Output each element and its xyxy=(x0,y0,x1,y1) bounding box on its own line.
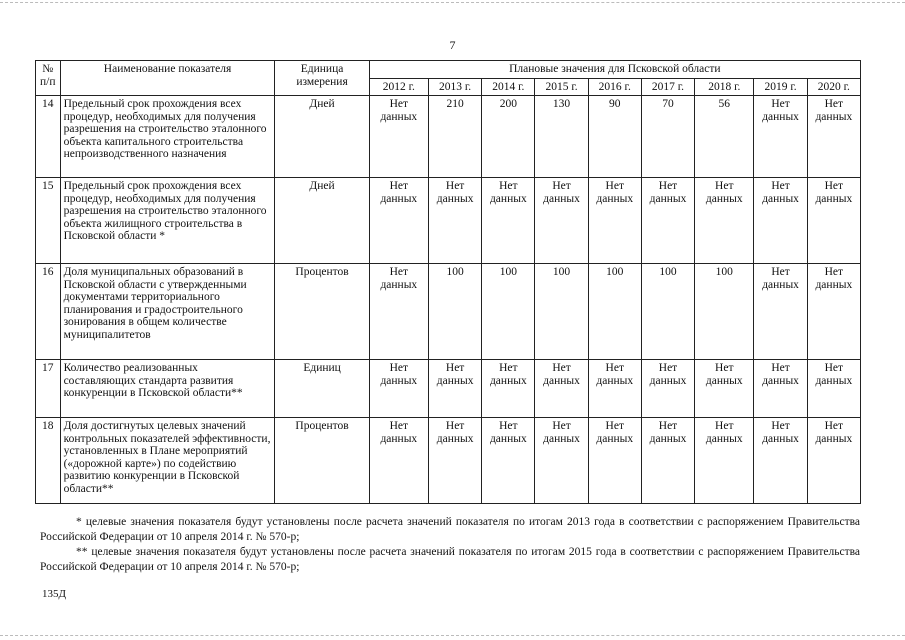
header-year: 2015 г. xyxy=(535,78,588,96)
header-year: 2019 г. xyxy=(754,78,807,96)
row-unit: Дней xyxy=(275,178,369,264)
row-value: Нет данных xyxy=(695,178,754,264)
table-row xyxy=(36,360,861,418)
row-value: Нет данных xyxy=(588,418,641,504)
header-year: 2013 г. xyxy=(429,78,482,96)
table-row xyxy=(36,418,861,504)
row-value: Нет данных xyxy=(369,96,428,178)
row-number: 14 xyxy=(36,96,61,178)
header-year: 2020 г. xyxy=(807,78,860,96)
row-value: 100 xyxy=(695,264,754,360)
row-unit: Единиц xyxy=(275,360,369,418)
row-value: Нет данных xyxy=(754,360,807,418)
page-number: 7 xyxy=(449,38,456,52)
row-value: 200 xyxy=(482,96,535,178)
footnote-2: ** целевые значения показателя будут установлены после расчета значений показателя по итогам 2015 года в соответствии с распоряжением Правительства Российской Федерации от 10 апреля 2014 г. № 570-р; xyxy=(40,546,860,573)
row-indicator-name: Количество реализованных составляющих стандарта развития конкуренции в Псковской области** xyxy=(60,360,275,418)
table-row xyxy=(36,178,861,264)
row-value: Нет данных xyxy=(754,418,807,504)
row-value: Нет данных xyxy=(641,360,694,418)
row-value: Нет данных xyxy=(588,178,641,264)
row-value: 56 xyxy=(695,96,754,178)
scan-edge-top xyxy=(0,2,905,3)
row-value: Нет данных xyxy=(754,264,807,360)
table-row xyxy=(36,96,861,178)
row-value: Нет данных xyxy=(641,418,694,504)
row-value: Нет данных xyxy=(807,96,860,178)
row-value: Нет данных xyxy=(754,96,807,178)
row-value: Нет данных xyxy=(807,418,860,504)
row-value: Нет данных xyxy=(807,360,860,418)
row-value: Нет данных xyxy=(807,178,860,264)
header-year: 2017 г. xyxy=(641,78,694,96)
row-value: Нет данных xyxy=(588,360,641,418)
row-value: Нет данных xyxy=(641,178,694,264)
row-value: Нет данных xyxy=(695,360,754,418)
row-number: 15 xyxy=(36,178,61,264)
row-value: Нет данных xyxy=(535,418,588,504)
table-body xyxy=(36,96,861,504)
row-value: 90 xyxy=(588,96,641,178)
header-unit: Единица измерения xyxy=(275,61,369,96)
row-number: 18 xyxy=(36,418,61,504)
row-value: Нет данных xyxy=(807,264,860,360)
row-value: Нет данных xyxy=(369,360,428,418)
row-value: 100 xyxy=(588,264,641,360)
header-year: 2014 г. xyxy=(482,78,535,96)
header-year: 2012 г. xyxy=(369,78,428,96)
row-value: 130 xyxy=(535,96,588,178)
row-number: 17 xyxy=(36,360,61,418)
row-value: Нет данных xyxy=(535,360,588,418)
row-indicator-name: Предельный срок прохождения всех процедур, необходимых для получения разрешения на строительство эталонного объекта капитального строительства непроизводственного назначения xyxy=(60,96,275,178)
row-value: 100 xyxy=(482,264,535,360)
header-name: Наименование показателя xyxy=(60,61,275,96)
row-value: Нет данных xyxy=(482,418,535,504)
row-value: Нет данных xyxy=(369,418,428,504)
row-value: Нет данных xyxy=(369,264,428,360)
row-value: 210 xyxy=(429,96,482,178)
row-unit: Дней xyxy=(275,96,369,178)
header-year: 2018 г. xyxy=(695,78,754,96)
row-value: Нет данных xyxy=(369,178,428,264)
row-value: 100 xyxy=(429,264,482,360)
row-value: Нет данных xyxy=(482,360,535,418)
row-indicator-name: Предельный срок прохождения всех процедур, необходимых для получения разрешения на строительство эталонного объекта жилищного строительства в Псковской области * xyxy=(60,178,275,264)
scan-edge-bottom xyxy=(0,635,905,636)
footnote-1: * целевые значения показателя будут установлены после расчета значений показателя по итогам 2013 года в соответствии с распоряжением Правительства Российской Федерации от 10 апреля 2014 г. № 570-р; xyxy=(40,516,860,543)
indicators-table xyxy=(35,60,861,504)
row-number: 16 xyxy=(36,264,61,360)
row-value: Нет данных xyxy=(429,178,482,264)
document-code: 135Д xyxy=(42,588,67,600)
row-value: Нет данных xyxy=(482,178,535,264)
table-row xyxy=(36,264,861,360)
row-value: Нет данных xyxy=(429,418,482,504)
row-indicator-name: Доля муниципальных образований в Псковской области с утвержденными документами территориального планирования и градостроительного зонирования в общем количестве муниципалитетов xyxy=(60,264,275,360)
row-unit: Процентов xyxy=(275,418,369,504)
row-value: Нет данных xyxy=(429,360,482,418)
row-value: 70 xyxy=(641,96,694,178)
row-unit: Процентов xyxy=(275,264,369,360)
header-year: 2016 г. xyxy=(588,78,641,96)
header-plan: Плановые значения для Псковской области xyxy=(369,61,860,79)
row-value: Нет данных xyxy=(754,178,807,264)
header-row-1 xyxy=(36,61,861,79)
row-value: Нет данных xyxy=(535,178,588,264)
row-value: Нет данных xyxy=(695,418,754,504)
row-value: 100 xyxy=(641,264,694,360)
row-indicator-name: Доля достигнутых целевых значений контрольных показателей эффективности, установленных в Плане мероприятий («дорожной карте») по содействию развитию конкуренции в Псковской области** xyxy=(60,418,275,504)
row-value: 100 xyxy=(535,264,588,360)
header-num: № п/п xyxy=(36,61,61,96)
